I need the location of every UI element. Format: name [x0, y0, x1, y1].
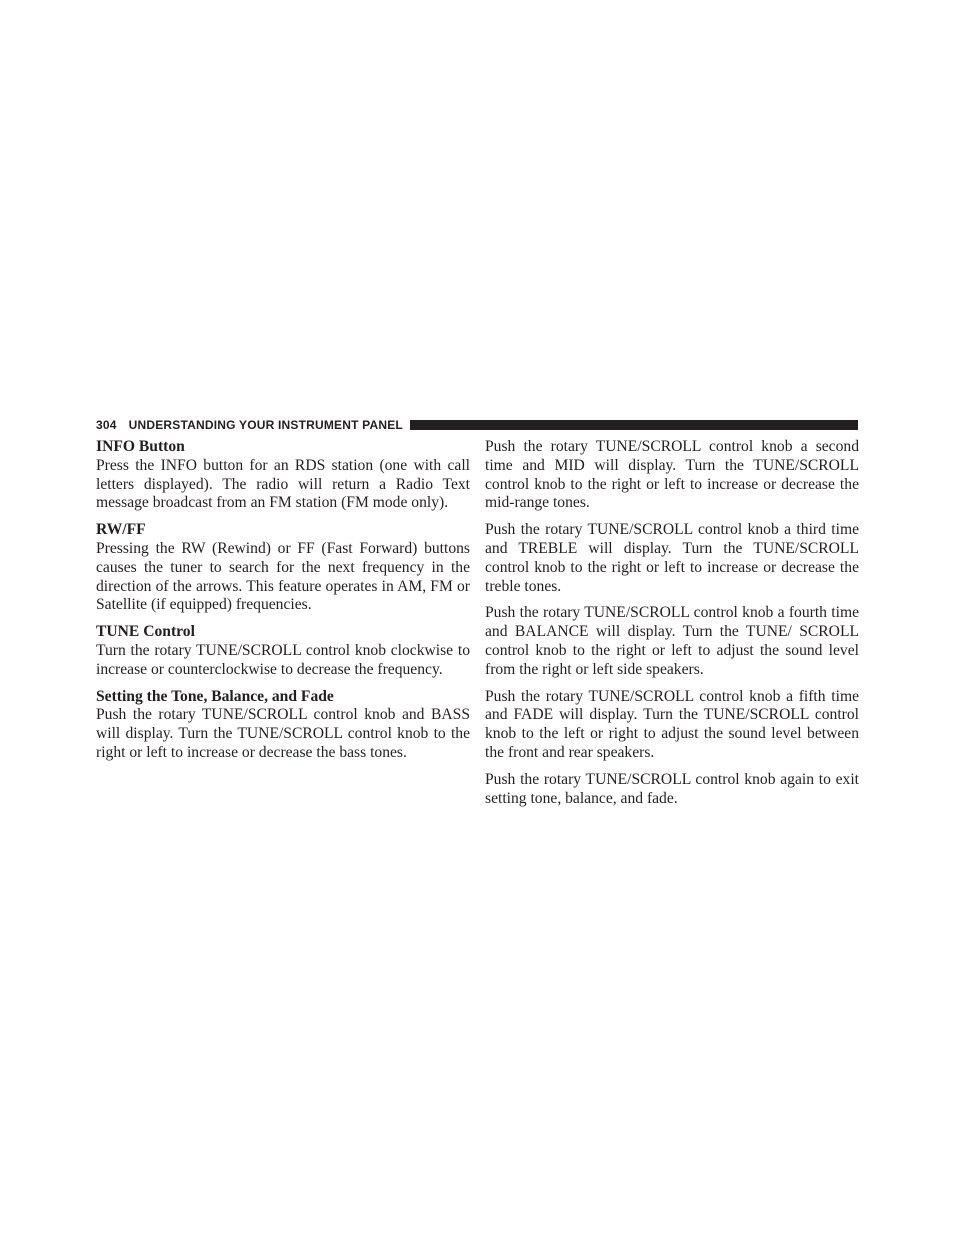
heading-tone-balance-fade: Setting the Tone, Balance, and Fade [96, 687, 334, 705]
right-column [485, 438, 859, 816]
heading-tune-control: TUNE Control [96, 623, 195, 641]
paragraph-info-button: Press the INFO button for an RDS station (one with call letters displayed). The radio will return a Radio Text message broadcast from an FM station (FM mode only). [96, 456, 470, 512]
section-info-button [96, 438, 470, 513]
header-rule-bar [410, 420, 858, 430]
heading-rw-ff: RW/FF [96, 521, 146, 539]
paragraph-balance: Push the rotary TUNE/SCROLL control knob a fourth time and BALANCE will display. Turn the TUNE/ SCROLL control knob to the right or left to adjust the sound level from the right or left side speakers. [485, 604, 859, 678]
section-tone-balance-fade [96, 688, 470, 763]
paragraph-treble: Push the rotary TUNE/SCROLL control knob a third time and TREBLE will display. Turn the TUNE/SCROLL control knob to the right or left to increase or decrease the treble tones. [485, 521, 859, 595]
paragraph-rw-ff: Pressing the RW (Rewind) or FF (Fast Forward) buttons causes the tuner to search for the next frequency in the direction of the arrows. This feature operates in AM, FM or Satellite (if equipped) frequencies. [96, 539, 470, 614]
section-rw-ff [96, 521, 470, 615]
heading-info-button: INFO Button [96, 438, 185, 455]
section-tune-control [96, 623, 470, 679]
paragraph-exit: Push the rotary TUNE/SCROLL control knob again to exit setting tone, balance, and fade. [485, 770, 859, 807]
paragraph-tune-control: Turn the rotary TUNE/SCROLL control knob clockwise to increase or counterclockwise to decrease the frequency. [96, 641, 470, 678]
paragraph-mid: Push the rotary TUNE/SCROLL control knob a second time and MID will display. Turn the TUNE/SCROLL control knob to the right or left to increase or decrease the mid-range tones. [485, 438, 859, 512]
page-number: 304 [96, 418, 117, 432]
left-column [96, 438, 470, 771]
section-title: UNDERSTANDING YOUR INSTRUMENT PANEL [128, 418, 403, 432]
page-header [96, 417, 858, 433]
paragraph-tone-balance-fade: Push the rotary TUNE/SCROLL control knob and BASS will display. Turn the TUNE/SCROLL control knob to the right or left to increase or decrease the bass tones. [96, 706, 470, 761]
paragraph-fade: Push the rotary TUNE/SCROLL control knob a fifth time and FADE will display. Turn the TUNE/SCROLL control knob to the left or right to adjust the sound level between the front and rear speakers. [485, 687, 859, 761]
